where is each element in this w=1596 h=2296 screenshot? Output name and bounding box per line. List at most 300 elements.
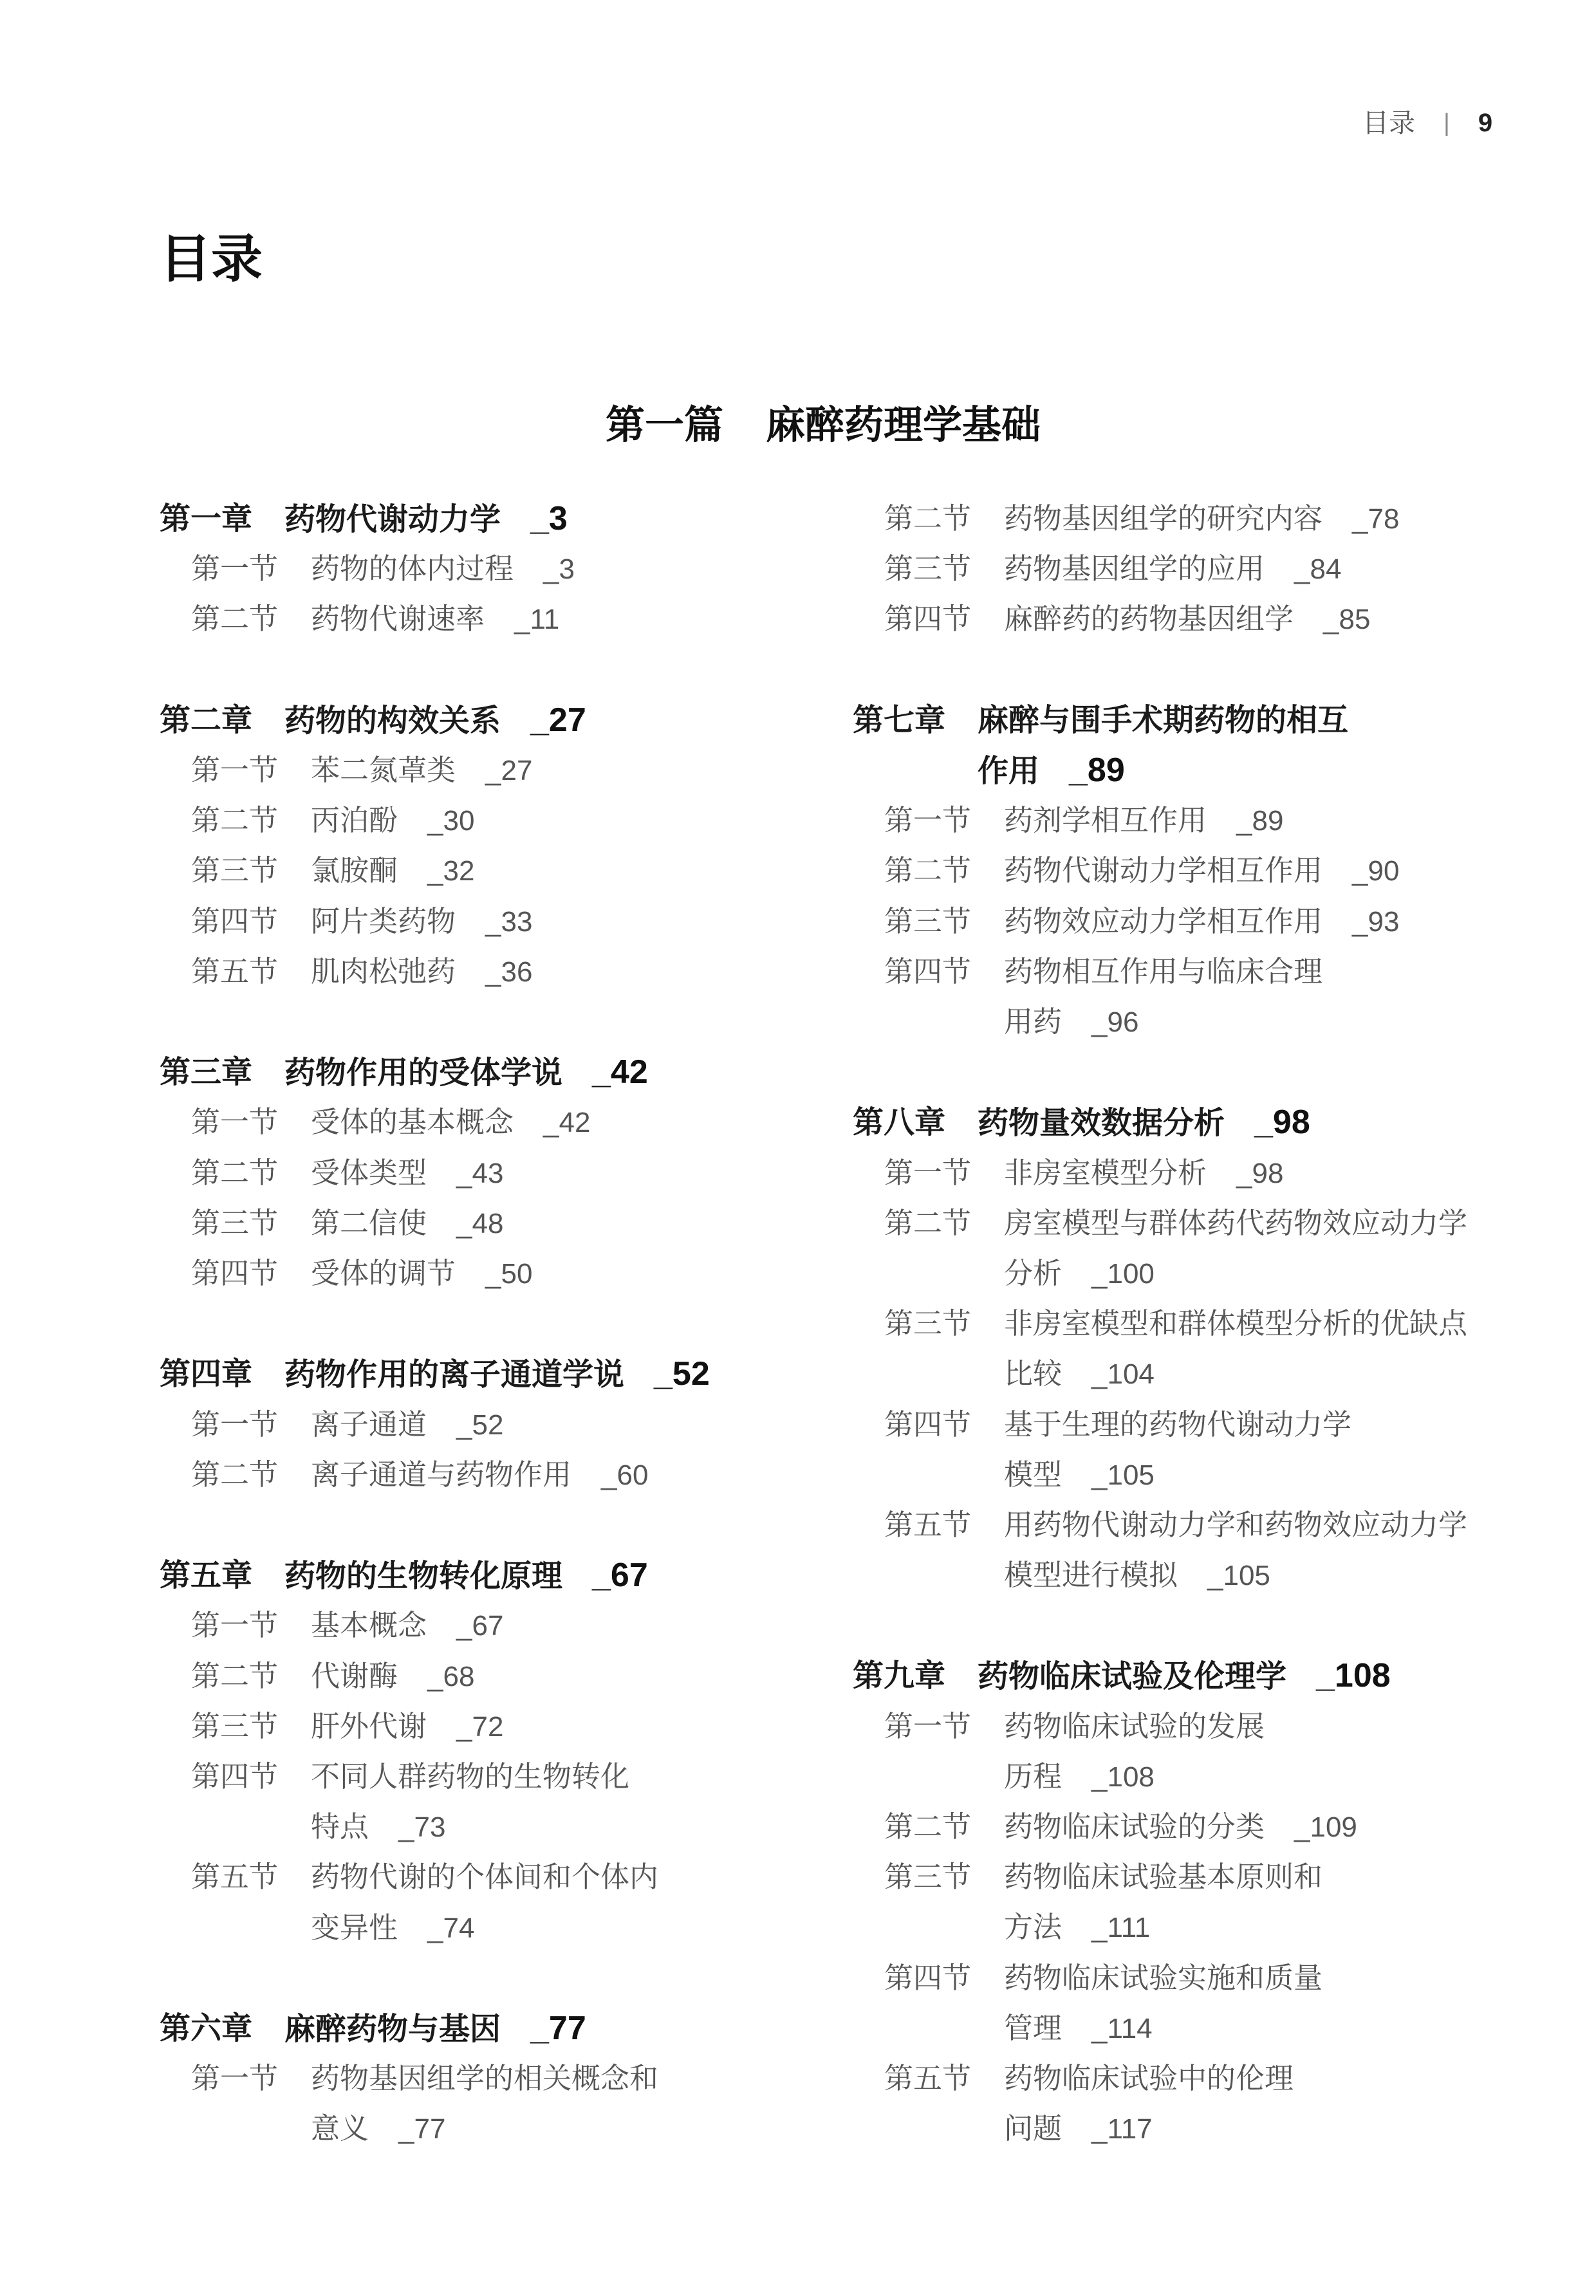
- entry-title: [978, 1097, 1310, 1147]
- page-number: _85: [1323, 604, 1371, 636]
- entry-title: [1004, 1852, 1322, 1952]
- entry-title: [311, 947, 532, 997]
- page-title: 目录: [160, 229, 263, 289]
- section-entry: [853, 1852, 1535, 1952]
- entry-title-text: 非房室模型分析: [1004, 1155, 1207, 1190]
- section-entry: [853, 1500, 1535, 1600]
- section-entry: [853, 1299, 1535, 1399]
- entry-title: [1004, 1953, 1322, 2053]
- page-number: _105: [1207, 1560, 1270, 1592]
- entry-title-line: [311, 1802, 629, 1852]
- entry-title-text: 药物量效数据分析: [978, 1105, 1225, 1142]
- entry-title-text: 药物代谢的个体间和个体内: [311, 1860, 659, 1894]
- entry-title-line: [311, 795, 474, 846]
- entry-title-text: 药物的体内过程: [311, 551, 514, 586]
- entry-title-text: 用药: [1004, 1004, 1062, 1039]
- entry-title-text: 药物基因组学的研究内容: [1004, 501, 1323, 535]
- section-entry: [160, 594, 777, 644]
- section-number: 第一节: [191, 1105, 279, 1140]
- entry-title-text: 药物作用的受体学说: [284, 1055, 563, 1091]
- section-number: 第一节: [884, 1155, 972, 1190]
- entry-title: [1004, 1148, 1283, 1198]
- chapter-number: 第七章: [853, 701, 946, 738]
- chapter-number: 第九章: [853, 1658, 946, 1694]
- entry-title-line: [284, 494, 568, 544]
- entry-title-text: 药物临床试验实施和质量: [1004, 1960, 1323, 1995]
- section-number: 第二节: [884, 853, 972, 888]
- toc-column-right: [853, 494, 1535, 2154]
- chapter-number: 第二章: [160, 701, 253, 738]
- entry-title: [311, 1651, 474, 1701]
- page-number: _104: [1091, 1358, 1155, 1391]
- entry-title-text: 药物相互作用与临床合理: [1004, 954, 1323, 988]
- entry-title-text: 非房室模型和群体模型分析的优缺点: [1004, 1306, 1468, 1341]
- entry-title: [311, 1600, 503, 1651]
- section-number: 第三节: [884, 1306, 972, 1341]
- entry-title-line: [311, 1198, 503, 1248]
- page-number: _105: [1091, 1459, 1155, 1491]
- chapter-entry: [160, 1550, 777, 1600]
- page-number: _90: [1352, 855, 1400, 887]
- section-entry: [853, 1198, 1535, 1299]
- entry-title-line: [284, 695, 586, 745]
- entry-title-line: [311, 1400, 503, 1450]
- entry-title-text: 药剂学相互作用: [1004, 803, 1207, 838]
- entry-title-line: [1004, 1349, 1467, 1399]
- page-number: _67: [456, 1610, 504, 1642]
- entry-title: [978, 1651, 1391, 1701]
- entry-title-line: [1004, 1752, 1265, 1802]
- entry-title-line: [1004, 1500, 1467, 1550]
- section-number: 第二节: [884, 501, 972, 535]
- page-number: _100: [1091, 1257, 1155, 1290]
- entry-title: [311, 1148, 503, 1198]
- section-number: 第三节: [884, 551, 972, 586]
- entry-title-text: 不同人群药物的生物转化: [311, 1759, 630, 1794]
- entry-title: [284, 494, 568, 544]
- section-entry: [853, 594, 1535, 644]
- entry-title: [284, 1047, 648, 1097]
- entry-title-line: [1004, 896, 1399, 947]
- entry-title-text: 丙泊酚: [311, 803, 398, 838]
- entry-title-line: [284, 1349, 710, 1399]
- section-entry: [160, 795, 777, 846]
- entry-title: [311, 1248, 532, 1299]
- section-entry: [160, 1752, 777, 1852]
- section-entry: [853, 947, 1535, 1047]
- entry-title-text: 药物临床试验基本原则和: [1004, 1860, 1323, 1894]
- entry-title-text: 药物临床试验及伦理学: [978, 1658, 1287, 1695]
- entry-title-line: [284, 1047, 648, 1097]
- section-number: 第五节: [191, 1860, 279, 1894]
- section-entry: [853, 795, 1535, 846]
- entry-title-line: [1004, 2003, 1322, 2053]
- entry-title-line: [978, 695, 1348, 745]
- entry-title-text: 模型进行模拟: [1004, 1558, 1178, 1593]
- page-number: _117: [1091, 2113, 1153, 2145]
- chapter-entry: [853, 1651, 1535, 1701]
- page-number: _27: [530, 701, 586, 739]
- section-number: 第四节: [191, 903, 279, 938]
- page-number: _73: [398, 1811, 446, 1844]
- entry-title-line: [978, 1651, 1391, 1701]
- page-number: _77: [530, 2009, 586, 2047]
- entry-title-line: [1004, 1550, 1467, 1600]
- entry-title-text: 作用: [978, 752, 1040, 789]
- section-entry: [160, 846, 777, 896]
- entry-title-line: [311, 947, 532, 997]
- entry-title: [311, 1097, 590, 1147]
- entry-title: [284, 695, 586, 745]
- section-entry: [853, 544, 1535, 594]
- entry-title: [311, 1450, 648, 1500]
- part-title: 麻醉药理学基础: [766, 402, 1041, 448]
- section-number: 第一节: [191, 551, 279, 586]
- entry-title-text: 麻醉与围手术期药物的相互: [978, 701, 1349, 738]
- section-entry: [160, 1600, 777, 1651]
- entry-title: [311, 795, 474, 846]
- entry-title-line: [311, 1903, 658, 1953]
- chapter-number: 第八章: [853, 1104, 946, 1141]
- section-entry: [160, 1450, 777, 1500]
- entry-title-line: [311, 1450, 648, 1500]
- entry-title-line: [1004, 494, 1399, 544]
- entry-title-text: 离子通道与药物作用: [311, 1457, 572, 1492]
- entry-title: [1004, 494, 1399, 544]
- entry-title: [1004, 2053, 1294, 2154]
- section-number: 第四节: [884, 1407, 972, 1441]
- section-number: 第四节: [191, 1256, 279, 1291]
- entry-title-text: 药物代谢动力学相互作用: [1004, 853, 1323, 888]
- entry-title: [311, 1701, 503, 1752]
- section-entry: [853, 1148, 1535, 1198]
- section-number: 第四节: [884, 1960, 972, 1995]
- page-number: _30: [427, 805, 475, 837]
- entry-title-text: 药物作用的离子通道学说: [284, 1356, 625, 1393]
- entry-title-text: 药物代谢动力学: [284, 501, 501, 537]
- section-entry: [853, 494, 1535, 544]
- entry-title-line: [311, 1148, 503, 1198]
- section-number: 第一节: [884, 803, 972, 838]
- page-number: _36: [485, 956, 533, 988]
- section-entry: [853, 1802, 1535, 1852]
- page-number: _111: [1091, 1912, 1151, 1944]
- chapter-entry: [160, 1047, 777, 1097]
- entry-title-text: 受体的调节: [311, 1256, 456, 1291]
- section-number: 第五节: [884, 2060, 972, 2095]
- section-number: 第四节: [884, 954, 972, 988]
- page-number: _42: [543, 1107, 591, 1139]
- entry-title: [311, 896, 532, 947]
- page-number: _96: [1091, 1006, 1139, 1038]
- entry-title-text: 基于生理的药物代谢动力学: [1004, 1407, 1352, 1441]
- entry-title-line: [284, 1550, 648, 1600]
- entry-title-text: 药物的生物转化原理: [284, 1558, 563, 1595]
- entry-title: [311, 2053, 658, 2154]
- entry-title-line: [311, 896, 532, 947]
- entry-title-line: [284, 2003, 586, 2053]
- entry-title-text: 氯胺酮: [311, 853, 398, 888]
- entry-title-line: [1004, 947, 1322, 997]
- chapter-entry: [853, 1097, 1535, 1147]
- section-number: 第二节: [191, 803, 279, 838]
- entry-title-text: 阿片类药物: [311, 903, 456, 938]
- entry-title-line: [311, 1600, 503, 1651]
- entry-title-text: 肝外代谢: [311, 1708, 427, 1743]
- page-number: _114: [1091, 2012, 1153, 2044]
- entry-title-line: [311, 594, 559, 644]
- entry-title-text: 苯二氮䓬类: [311, 753, 456, 787]
- entry-title-line: [978, 745, 1348, 795]
- section-entry: [160, 1097, 777, 1147]
- entry-title-text: 药物基因组学的应用: [1004, 551, 1265, 586]
- chapter-entry: [853, 695, 1535, 795]
- entry-title-text: 比较: [1004, 1356, 1062, 1391]
- running-header-page-number: 9: [1478, 109, 1493, 137]
- section-number: 第一节: [884, 1708, 972, 1743]
- page-number: _68: [427, 1660, 475, 1692]
- entry-title: [311, 594, 559, 644]
- running-header: [1362, 108, 1492, 138]
- section-entry: [160, 1198, 777, 1248]
- entry-title-text: 管理: [1004, 2010, 1062, 2045]
- entry-title-line: [1004, 1400, 1351, 1450]
- page-number: _42: [592, 1053, 648, 1091]
- section-number: 第二节: [191, 1155, 279, 1190]
- page-number: _89: [1069, 751, 1125, 789]
- section-number: 第三节: [884, 903, 972, 938]
- entry-title: [1004, 1500, 1467, 1600]
- entry-title-line: [311, 1701, 503, 1752]
- entry-title: [1004, 1802, 1357, 1852]
- entry-title-line: [311, 1248, 532, 1299]
- section-number: 第五节: [191, 954, 279, 988]
- page-number: _108: [1316, 1657, 1391, 1695]
- entry-title-line: [1004, 1198, 1467, 1248]
- page-number: _84: [1294, 553, 1342, 586]
- part-heading: [606, 402, 1041, 448]
- chapter-entry: [160, 1349, 777, 1399]
- page-number: _50: [485, 1258, 533, 1290]
- page-number: _60: [601, 1459, 649, 1491]
- entry-title-text: 药物临床试验中的伦理: [1004, 2060, 1294, 2095]
- entry-title-text: 变异性: [311, 1910, 398, 1945]
- page-number: _3: [530, 500, 568, 537]
- entry-title-text: 第二信使: [311, 1205, 427, 1240]
- entry-title-text: 分析: [1004, 1255, 1062, 1290]
- running-header-section: 目录: [1362, 107, 1415, 138]
- chapter-number: 第六章: [160, 2010, 253, 2046]
- entry-title: [1004, 544, 1341, 594]
- section-entry: [160, 1701, 777, 1752]
- section-entry: [853, 1701, 1535, 1802]
- section-number: 第三节: [191, 853, 279, 888]
- section-entry: [160, 1148, 777, 1198]
- entry-title: [284, 2003, 586, 2053]
- page-number: _72: [456, 1710, 504, 1743]
- section-number: 第二节: [191, 1457, 279, 1492]
- entry-title-text: 代谢酶: [311, 1658, 398, 1693]
- entry-title: [311, 1400, 503, 1450]
- page-number: _11: [514, 604, 560, 636]
- running-header-separator: |: [1443, 109, 1450, 136]
- section-entry: [853, 896, 1535, 947]
- chapter-entry: [160, 494, 777, 544]
- page-number: _3: [543, 553, 575, 586]
- entry-title-text: 离子通道: [311, 1407, 427, 1441]
- entry-title: [1004, 1400, 1351, 1500]
- entry-title-text: 麻醉药的药物基因组学: [1004, 602, 1294, 636]
- entry-title-text: 药物代谢速率: [311, 602, 485, 636]
- section-number: 第二节: [191, 1658, 279, 1693]
- entry-title-line: [311, 846, 474, 896]
- entry-title-line: [1004, 997, 1322, 1047]
- chapter-number: 第三章: [160, 1054, 253, 1091]
- section-number: 第四节: [884, 602, 972, 636]
- chapter-number: 第一章: [160, 501, 253, 537]
- chapter-entry: [160, 2003, 777, 2053]
- section-number: 第二节: [191, 602, 279, 636]
- entry-title: [1004, 947, 1322, 1047]
- entry-title: [1004, 896, 1399, 947]
- section-number: 第四节: [191, 1759, 279, 1794]
- page-number: _52: [456, 1409, 504, 1441]
- entry-title-text: 基本概念: [311, 1608, 427, 1643]
- entry-title-text: 肌肉松弛药: [311, 954, 456, 988]
- entry-title: [311, 1752, 629, 1852]
- entry-title-text: 药物临床试验的分类: [1004, 1810, 1265, 1844]
- section-number: 第三节: [884, 1860, 972, 1894]
- chapter-number: 第五章: [160, 1557, 253, 1594]
- entry-title-line: [311, 544, 575, 594]
- entry-title-line: [1004, 1852, 1322, 1902]
- page-number: _48: [456, 1207, 504, 1239]
- entry-title-text: 药物临床试验的发展: [1004, 1708, 1265, 1743]
- entry-title-line: [311, 2053, 658, 2104]
- section-entry: [160, 1248, 777, 1299]
- section-number: 第一节: [191, 753, 279, 787]
- entry-title-text: 特点: [311, 1810, 369, 1844]
- entry-title-line: [311, 1097, 590, 1147]
- entry-title-line: [1004, 2104, 1294, 2154]
- section-number: 第一节: [191, 2061, 279, 2096]
- page-number: _108: [1091, 1761, 1155, 1793]
- entry-title: [1004, 594, 1370, 644]
- page-number: _32: [427, 855, 475, 887]
- section-entry: [160, 896, 777, 947]
- section-entry: [853, 2053, 1535, 2154]
- entry-title-text: 受体类型: [311, 1155, 427, 1190]
- entry-title: [1004, 795, 1283, 846]
- entry-title: [311, 1852, 658, 1952]
- chapter-entry: [160, 695, 777, 745]
- page-number: _93: [1352, 905, 1400, 938]
- entry-title: [284, 1550, 648, 1600]
- section-number: 第二节: [884, 1810, 972, 1844]
- entry-title-line: [1004, 1450, 1351, 1500]
- section-entry: [160, 2053, 777, 2154]
- entry-title: [1004, 1299, 1467, 1399]
- entry-title: [1004, 1198, 1467, 1299]
- page-number: _89: [1236, 805, 1284, 837]
- entry-title-text: 药物基因组学的相关概念和: [311, 2061, 659, 2096]
- entry-title-line: [1004, 544, 1341, 594]
- section-number: 第一节: [191, 1407, 279, 1441]
- section-entry: [853, 1953, 1535, 2053]
- section-number: 第一节: [191, 1608, 279, 1643]
- entry-title-line: [1004, 1701, 1265, 1752]
- page-number: _78: [1352, 503, 1400, 535]
- section-entry: [160, 1651, 777, 1701]
- page-number: _109: [1294, 1811, 1357, 1844]
- page-number: _43: [456, 1157, 504, 1189]
- section-number: 第三节: [191, 1708, 279, 1743]
- entry-title-line: [1004, 1248, 1467, 1299]
- entry-title-line: [1004, 846, 1399, 896]
- entry-title: [311, 846, 474, 896]
- entry-title-text: 模型: [1004, 1457, 1062, 1492]
- entry-title-text: 药物的构效关系: [284, 702, 501, 739]
- entry-title: [284, 1349, 710, 1399]
- entry-title-line: [1004, 795, 1283, 846]
- entry-title-line: [1004, 594, 1370, 644]
- entry-title-text: 房室模型与群体药代药物效应动力学: [1004, 1205, 1468, 1240]
- page-number: _27: [485, 755, 533, 786]
- entry-title-text: 意义: [311, 2111, 369, 2146]
- entry-title: [311, 1198, 503, 1248]
- entry-title-line: [1004, 1299, 1467, 1349]
- page-number: _67: [592, 1557, 648, 1595]
- section-entry: [853, 1400, 1535, 1500]
- entry-title-text: 药物效应动力学相互作用: [1004, 903, 1323, 938]
- part-label: 第一篇: [606, 402, 724, 448]
- section-number: 第五节: [884, 1507, 972, 1542]
- page-number: _74: [427, 1912, 475, 1944]
- entry-title-text: 问题: [1004, 2111, 1062, 2146]
- entry-title-line: [311, 1852, 658, 1902]
- entry-title-line: [1004, 1953, 1322, 2003]
- section-entry: [160, 1400, 777, 1450]
- entry-title-text: 受体的基本概念: [311, 1105, 514, 1140]
- section-entry: [160, 947, 777, 997]
- toc-column-left: [160, 494, 777, 2154]
- entry-title-text: 方法: [1004, 1910, 1062, 1945]
- section-entry: [853, 846, 1535, 896]
- entry-title-line: [1004, 1902, 1322, 1952]
- entry-title: [978, 695, 1348, 795]
- section-number: 第三节: [191, 1205, 279, 1240]
- page-number: _77: [398, 2113, 446, 2145]
- page-number: _52: [654, 1355, 710, 1393]
- section-entry: [160, 1852, 777, 1952]
- page-number: _98: [1254, 1104, 1310, 1142]
- entry-title-line: [311, 2104, 658, 2154]
- entry-title: [311, 544, 575, 594]
- entry-title-line: [1004, 1802, 1357, 1852]
- section-number: 第二节: [884, 1205, 972, 1240]
- entry-title: [311, 745, 532, 795]
- entry-title: [1004, 846, 1399, 896]
- section-entry: [160, 544, 777, 594]
- entry-title: [1004, 1701, 1265, 1802]
- entry-title-line: [978, 1097, 1310, 1147]
- entry-title-text: 麻醉药物与基因: [284, 2010, 501, 2047]
- entry-title-line: [311, 1651, 474, 1701]
- section-entry: [160, 745, 777, 795]
- entry-title-line: [1004, 1148, 1283, 1198]
- entry-title-line: [1004, 2053, 1294, 2104]
- entry-title-text: 历程: [1004, 1759, 1062, 1793]
